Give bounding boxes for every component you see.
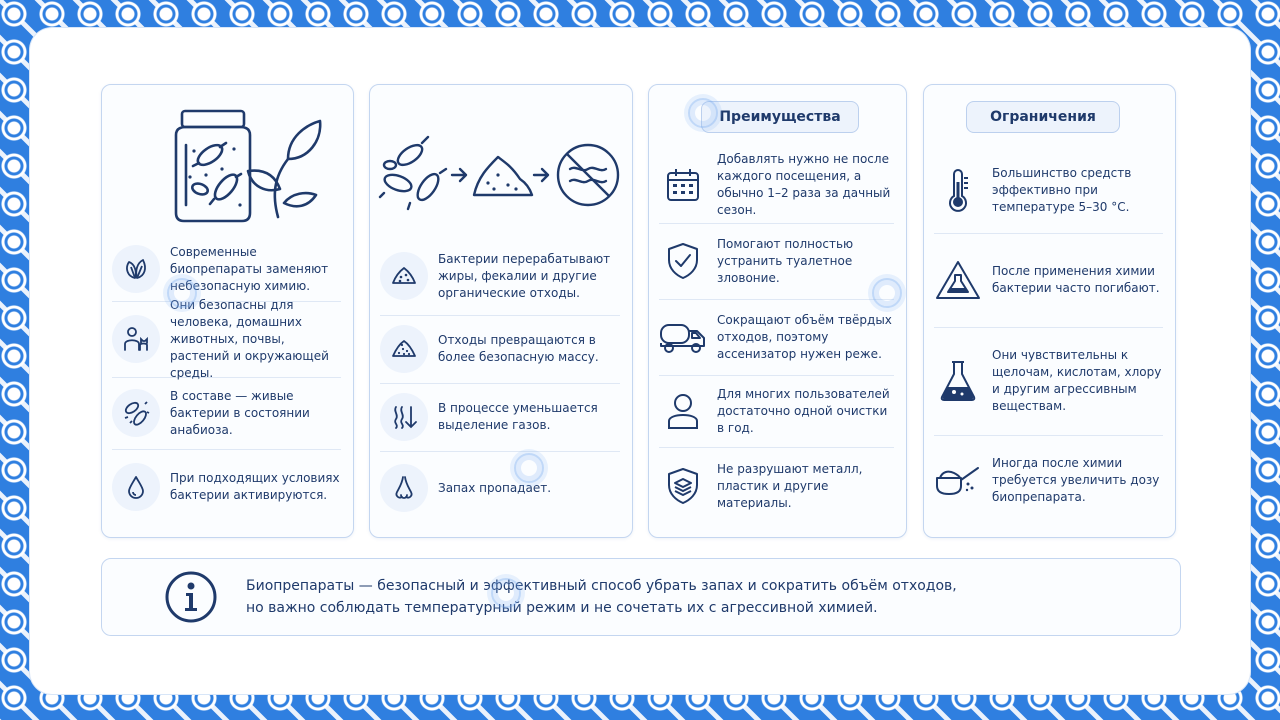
item-text: В процессе уменьшается выделение газов.	[438, 401, 598, 432]
list-item	[934, 233, 1163, 328]
list-item	[934, 147, 1163, 234]
list-item	[112, 237, 341, 302]
item-text: При подходящих условиях бактерии активируются.	[170, 471, 340, 502]
person-and-pet-icon	[112, 315, 160, 363]
card-limitations	[923, 84, 1176, 538]
leaves-icon	[112, 245, 160, 293]
list-item	[380, 383, 620, 452]
item-text: Большинство средств эффективно при температуре 5–30 °C.	[992, 165, 1132, 214]
item-text: Отходы превращаются в более безопасную массу.	[438, 333, 599, 364]
list-item	[659, 147, 894, 224]
item-text: Они чувствительны к щелочам, кислотам, хлору и другим агрессивным веществам.	[992, 348, 1162, 413]
card-advantages	[648, 84, 907, 538]
shield-layers-icon	[659, 462, 707, 510]
summary-banner	[101, 558, 1181, 636]
item-text: В составе — живые бактерии в состоянии анабиоза.	[170, 388, 310, 437]
info-icon	[164, 570, 218, 624]
list-item	[380, 315, 620, 384]
item-text: Бактерии перерабатывают жиры, фекалии и другие органические отходы.	[438, 251, 611, 300]
list-item	[659, 375, 894, 448]
list-item	[112, 297, 341, 380]
bacteria-icon	[112, 389, 160, 437]
jar-with-bacteria-and-leaf-icon	[102, 85, 353, 235]
card-title: Преимущества	[701, 101, 859, 133]
calendar-icon	[659, 161, 707, 209]
list-item	[659, 223, 894, 300]
flask-icon	[934, 357, 982, 405]
safe-mass-icon	[380, 325, 428, 373]
card-process	[369, 84, 633, 538]
infographic-sheet	[30, 28, 1250, 694]
shield-check-icon	[659, 237, 707, 285]
card-biopreparations	[101, 84, 354, 538]
card-title: Ограничения	[966, 101, 1120, 133]
chemical-warning-icon	[934, 256, 982, 304]
decorative-glow	[514, 453, 544, 483]
item-text: Иногда после химии требуется увеличить дозу биопрепарата.	[992, 455, 1160, 504]
bacteria-to-pile-to-no-odor-icon	[370, 85, 632, 235]
list-item	[380, 451, 620, 525]
summary-line-2: но важно соблюдать температурный режим и не сочетать их с агрессивной химией.	[246, 600, 878, 616]
item-text: Помогают полностью устранить туалетное зловоние.	[717, 236, 854, 285]
item-text: Не разрушают металл, пластик и другие материалы.	[717, 461, 863, 510]
list-item	[659, 447, 894, 525]
waste-pile-icon	[380, 252, 428, 300]
summary-text	[246, 575, 957, 619]
user-icon	[659, 387, 707, 435]
item-text: Современные биопрепараты заменяют небезопасную химию.	[170, 244, 329, 293]
item-text: Для многих пользователей достаточно одной очистки в год.	[717, 386, 890, 435]
water-drop-icon	[112, 463, 160, 511]
scoop-icon	[934, 456, 982, 504]
item-text: После применения химии бактерии часто погибают.	[992, 264, 1160, 295]
list-item	[380, 237, 620, 316]
item-text: Они безопасны для человека, домашних животных, почвы, растений и окружающей среды.	[170, 297, 329, 380]
item-text: Добавлять нужно не после каждого посещения, а обычно 1–2 раза за дачный сезон.	[717, 152, 891, 217]
list-item	[659, 299, 894, 376]
list-item	[112, 377, 341, 450]
list-item	[934, 435, 1163, 525]
summary-line-1: Биопрепараты — безопасный и эффективный способ убрать запах и сократить объём отходов,	[246, 578, 957, 594]
nose-icon	[380, 464, 428, 512]
decorative-glow	[872, 278, 902, 308]
gas-decrease-icon	[380, 393, 428, 441]
list-item	[934, 327, 1163, 436]
list-item	[112, 449, 341, 525]
decorative-glow	[688, 98, 718, 128]
thermometer-icon	[934, 166, 982, 214]
sewage-truck-icon	[659, 313, 707, 361]
item-text: Запах пропадает.	[438, 480, 552, 495]
decorative-glow	[167, 278, 197, 308]
decorative-glow	[491, 578, 521, 608]
item-text: Сокращают объём твёрдых отходов, поэтому ассенизатор нужен реже.	[717, 312, 892, 361]
